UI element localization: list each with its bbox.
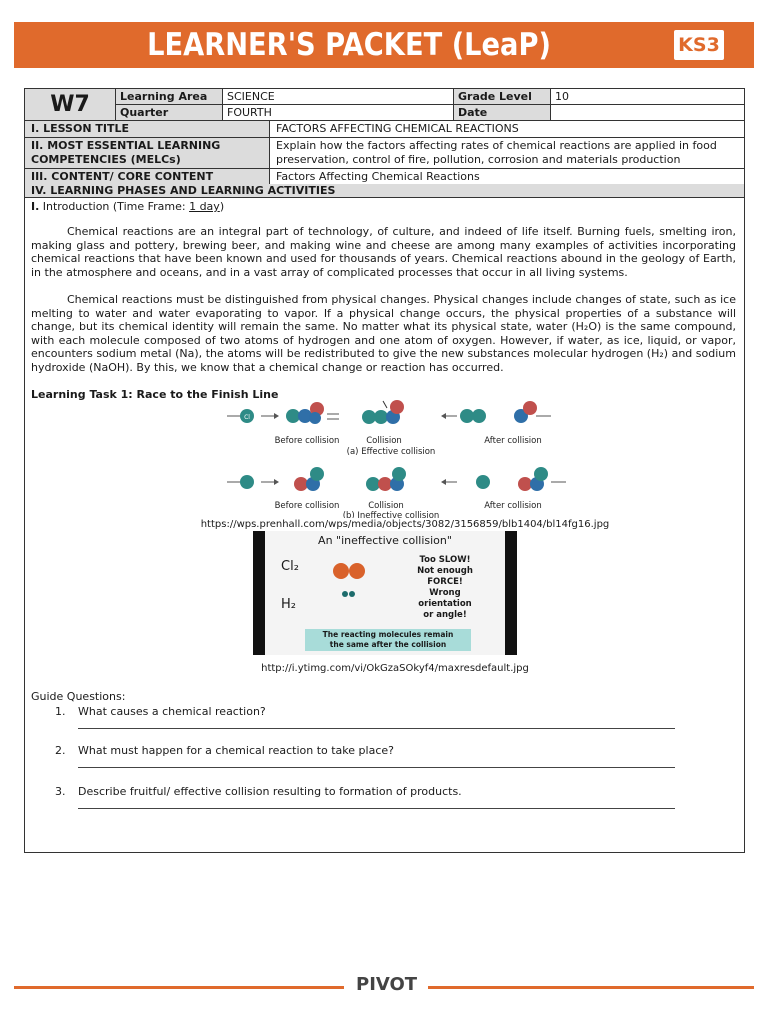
collision-molecules-a (362, 400, 404, 424)
after-collision-molecules-b (441, 467, 566, 491)
question-2-text: What must happen for a chemical reaction to take place? (78, 744, 394, 757)
learning-area-label: Learning Area (116, 89, 223, 105)
week-label: W7 (25, 89, 116, 121)
pivot-logo: PIVOT (356, 974, 418, 995)
force-text: FORCE! (427, 577, 463, 587)
intro-heading-prefix: I. (31, 200, 40, 213)
header-table (24, 88, 745, 121)
page-banner (14, 22, 754, 68)
wrong-text: Wrong (429, 588, 461, 598)
melc-value: Explain how the factors affecting rates of chemical reactions are applied in food preservation, control of fire, pollution, corrosion and materials production (276, 139, 717, 166)
answer-line-1[interactable] (78, 728, 675, 729)
footer-line-left (14, 986, 344, 989)
date-label: Date (454, 105, 551, 121)
before-collision-label-a: Before collision (274, 436, 340, 446)
lesson-title-value: FACTORS AFFECTING CHEMICAL REACTIONS (276, 122, 519, 135)
guide-questions-label: Guide Questions: (31, 690, 126, 703)
melc-label: II. MOST ESSENTIAL LEARNING COMPETENCIES (MELCs) (25, 138, 270, 168)
banner-title: LEARNER'S PACKET (LeaP) (147, 27, 551, 63)
ineffective-collision-title: An "ineffective collision" (318, 534, 452, 547)
content-row (25, 169, 744, 185)
melc-row (25, 138, 744, 169)
intro-heading-suffix: ) (219, 200, 225, 213)
collision-label-b: Collision (368, 501, 404, 511)
svg-text:Cl: Cl (244, 414, 250, 421)
ineffective-collision-image (253, 531, 517, 655)
effective-collision-caption: (a) Effective collision (346, 447, 436, 457)
lesson-title-row (25, 121, 744, 138)
answer-line-2[interactable] (78, 767, 675, 768)
note-line-2: the same after the collision (329, 640, 447, 649)
ks-badge: KS3 (674, 30, 724, 60)
phases-heading: IV. LEARNING PHASES AND LEARNING ACTIVITIES (25, 184, 744, 198)
or-angle-text: or angle! (423, 610, 467, 620)
question-1-text: What causes a chemical reaction? (78, 705, 266, 718)
note-line-1: The reacting molecules remain (322, 630, 454, 639)
too-slow-text: Too SLOW! (419, 555, 471, 565)
collision-molecules-b (366, 467, 406, 491)
learning-area-value: SCIENCE (223, 89, 454, 105)
before-collision-molecules-b (227, 467, 324, 491)
answer-line-3[interactable] (78, 808, 675, 809)
cl2-label: Cl₂ (281, 559, 299, 574)
after-collision-molecules-a (441, 401, 551, 423)
collision-label-a: Collision (366, 436, 402, 446)
figure2-source-url: http://i.ytimg.com/vi/OkGzaSOkyf4/maxresdefault.jpg (261, 663, 529, 674)
content-label: III. CONTENT/ CORE CONTENT (25, 169, 270, 184)
grade-level-value: 10 (551, 89, 745, 105)
orientation-text: orientation (418, 599, 472, 609)
not-enough-text: Not enough (417, 566, 473, 576)
intro-heading (31, 200, 736, 214)
figure1-source-url: https://wps.prenhall.com/wps/media/objects/3082/3156859/blb1404/bl14fg16.jpg (200, 519, 610, 530)
ineffective-reasons (405, 555, 485, 621)
molecule-icon (327, 559, 387, 609)
before-collision-molecules-a (227, 402, 339, 424)
footer-line-right (428, 986, 754, 989)
intro-paragraph-1: Chemical reactions are an integral part of technology, of culture, and indeed of life itself. Burning fuels, smelting iron, making glass and pottery, brewing beer, and making wine and cheese are among many examples of activities incorporating chemical reactions that have been known and used for thousands of years. Chemical reactions abound in the geology of Earth, in the atmosphere and oceans, and in a vast array of complicated processes that occur in all living systems. (31, 225, 736, 279)
collision-diagram (221, 398, 576, 518)
lesson-title-label: I. LESSON TITLE (25, 121, 270, 137)
intro-heading-text: Introduction (Time Frame: (42, 200, 190, 213)
question-3-text: Describe fruitful/ effective collision resulting to formation of products. (78, 785, 462, 798)
intro-time-frame: 1 day (189, 200, 220, 213)
quarter-value: FOURTH (223, 105, 454, 121)
date-field[interactable] (551, 105, 745, 121)
after-collision-label-a: After collision (484, 436, 542, 446)
intro-paragraph-2: Chemical reactions must be distinguished from physical changes. Physical changes include changes of state, such as ice melting to water and water evaporating to vapor. If a physical change occurs, the physical properties of a substance will change, but its chemical identity will remain the same. No matter what its physical state, water (H₂O) is the same compound, with each molecule composed of two atoms of hydrogen and one atom of oxygen. However, if water, as ice, liquid, or vapor, encounters sodium metal (Na), the atoms will be redistributed to give the new substances molecular hydrogen (H₂) and sodium hydroxide (NaOH). By this, we know that a chemical change or reaction has occurred. (31, 293, 736, 374)
ineffective-collision-caption: (b) Ineffective collision (342, 511, 440, 518)
grade-level-label: Grade Level (454, 89, 551, 105)
lesson-box (24, 120, 745, 853)
question-3-number: 3. (55, 785, 66, 798)
question-1-number: 1. (55, 705, 66, 718)
learning-task-title: Learning Task 1: Race to the Finish Line (31, 388, 279, 401)
question-2-number: 2. (55, 744, 66, 757)
note-box (305, 629, 471, 651)
after-collision-label-b: After collision (484, 501, 542, 511)
content-value: Factors Affecting Chemical Reactions (276, 170, 480, 183)
quarter-label: Quarter (116, 105, 223, 121)
h2-label: H₂ (281, 597, 296, 612)
before-collision-label-b: Before collision (274, 501, 340, 511)
